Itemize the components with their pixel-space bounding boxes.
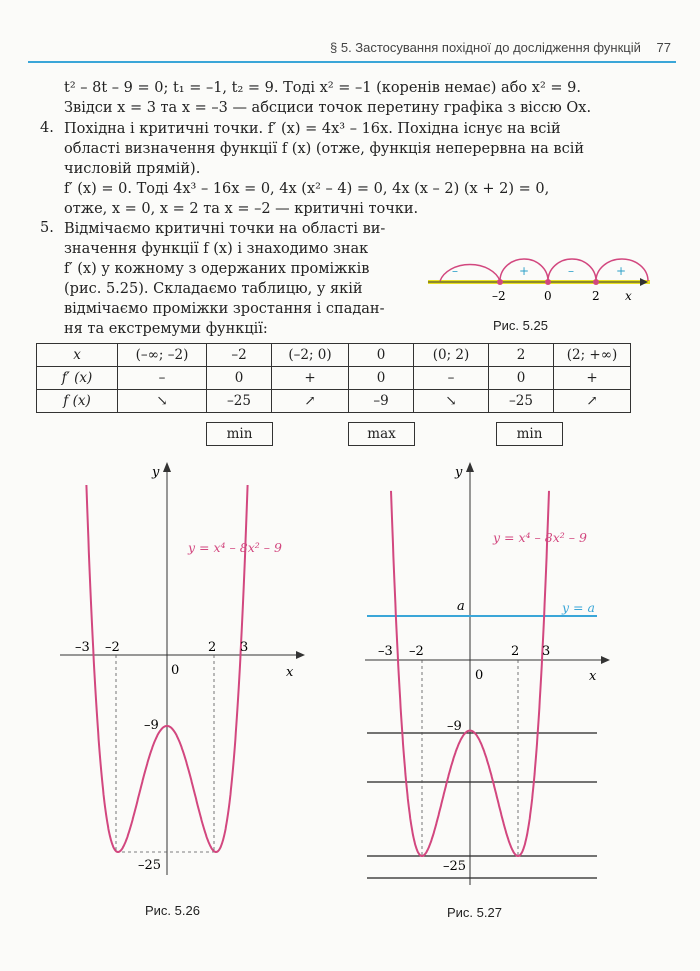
item-number: 4. — [40, 120, 54, 136]
table-cell: x — [37, 344, 118, 367]
text-line: числовій прямій). — [64, 161, 201, 177]
item-number: 5. — [40, 220, 54, 236]
table-row — [37, 344, 631, 367]
text-line: Звідси x = 3 та x = –3 — абсциси точок перетину графіка з віссю Ox. — [64, 100, 592, 116]
table-row — [37, 390, 631, 413]
y-axis-label: y — [455, 465, 463, 480]
page-number: 77 — [656, 40, 671, 55]
table-cell: –25 — [489, 390, 554, 413]
x-tick-label: –2 — [105, 640, 120, 655]
text-line: Відмічаємо критичні точки на області ви- — [64, 221, 386, 237]
table-cell: –25 — [207, 390, 272, 413]
x-axis-arrow — [296, 651, 305, 659]
text-line: значення функції f (x) і знаходимо знак — [64, 241, 369, 257]
y-axis-label: y — [152, 465, 160, 480]
table-cell: + — [554, 367, 631, 390]
graph-5-27 — [365, 460, 615, 890]
y-tick-label: –25 — [443, 859, 467, 874]
sign-point-label: 0 — [544, 289, 552, 303]
sign-label: – — [568, 264, 574, 278]
table-cell: ↗ — [272, 390, 349, 413]
extremum-min-cell: min — [206, 422, 273, 446]
sign-axis-arrow — [640, 278, 648, 286]
table-cell: (–2; 0) — [272, 344, 349, 367]
table-cell: ↗ — [554, 390, 631, 413]
a-tick-label: a — [457, 599, 465, 614]
text-line: відмічаємо проміжки зростання і спадан- — [64, 301, 385, 317]
table-cell: f (x) — [37, 390, 118, 413]
x-tick-label: 2 — [511, 644, 520, 659]
x-tick-label: –3 — [75, 640, 90, 655]
table-cell: – — [414, 367, 489, 390]
sign-axis-label: x — [625, 289, 632, 303]
running-header — [330, 40, 671, 55]
x-tick-label: –3 — [378, 644, 393, 659]
sign-arc — [440, 265, 500, 281]
text-line: (рис. 5.25). Складаємо таблицю, у якій — [64, 281, 363, 297]
text-line: ня та екстремуми функції: — [64, 321, 268, 337]
text-line: Похідна і критичні точки. f′ (x) = 4x³ – 16x. Похідна існує на всій — [64, 121, 561, 137]
x-tick-label: 3 — [240, 640, 249, 655]
function-label: y = x⁴ – 8x² – 9 — [493, 530, 587, 545]
table-cell: f′ (x) — [37, 367, 118, 390]
sign-label: – — [452, 264, 458, 278]
table-cell: 0 — [207, 367, 272, 390]
y-tick-label: –25 — [138, 858, 162, 873]
x-axis-label: x — [589, 669, 597, 684]
x-tick-label: 3 — [542, 644, 551, 659]
function-label: y = x⁴ – 8x² – 9 — [188, 540, 282, 555]
y-axis-arrow — [163, 462, 171, 472]
line-label: y = a — [562, 600, 595, 615]
figure-caption: Рис. 5.26 — [145, 903, 200, 918]
table-cell: – — [118, 367, 207, 390]
sign-label: + — [616, 264, 627, 278]
figure-caption: Рис. 5.25 — [493, 318, 548, 333]
sign-label: + — [519, 264, 530, 278]
table-cell: –2 — [207, 344, 272, 367]
table-cell: 0 — [349, 367, 414, 390]
figure-caption: Рис. 5.27 — [447, 905, 502, 920]
critical-point-dot — [545, 279, 551, 285]
table-cell: –9 — [349, 390, 414, 413]
table-cell: 0 — [349, 344, 414, 367]
y-tick-label: –9 — [447, 719, 462, 734]
text-line: отже, x = 0, x = 2 та x = –2 — критичні точки. — [64, 201, 419, 217]
sign-point-label: 2 — [592, 289, 600, 303]
sign-diagram — [426, 244, 656, 324]
sign-point-label: –2 — [492, 289, 506, 303]
critical-point-dot — [593, 279, 599, 285]
header-title: § 5. Застосування похідної до дослідження функцій — [330, 40, 641, 55]
x-axis-arrow — [601, 656, 610, 664]
table-cell: ↘ — [118, 390, 207, 413]
table-cell: 2 — [489, 344, 554, 367]
table-row — [37, 367, 631, 390]
extremum-max-cell: max — [348, 422, 415, 446]
table-cell: ↘ — [414, 390, 489, 413]
graph-5-26 — [60, 460, 310, 880]
x-tick-label: 2 — [208, 640, 217, 655]
monotonicity-table — [36, 343, 631, 413]
x-tick-label: –2 — [409, 644, 424, 659]
origin-label: 0 — [475, 668, 484, 683]
x-axis-label: x — [286, 665, 294, 680]
text-line: області визначення функції f (x) (отже, функція неперервна на всій — [64, 141, 584, 157]
table-cell: 0 — [489, 367, 554, 390]
table-cell: + — [272, 367, 349, 390]
text-line: t² – 8t – 9 = 0; t₁ = –1, t₂ = 9. Тоді x² = –1 (коренів немає) або x² = 9. — [64, 80, 581, 96]
critical-point-dot — [497, 279, 503, 285]
extremum-min-cell: min — [496, 422, 563, 446]
origin-label: 0 — [171, 663, 180, 678]
text-line: f′ (x) у кожному з одержаних проміжків — [64, 261, 370, 277]
y-axis-arrow — [466, 462, 474, 472]
table-cell: (0; 2) — [414, 344, 489, 367]
header-rule — [28, 61, 676, 63]
table-cell: (2; +∞) — [554, 344, 631, 367]
table-cell: (–∞; –2) — [118, 344, 207, 367]
y-tick-label: –9 — [144, 718, 159, 733]
text-line: f′ (x) = 0. Тоді 4x³ – 16x = 0, 4x (x² – 4) = 0, 4x (x – 2) (x + 2) = 0, — [64, 181, 550, 197]
